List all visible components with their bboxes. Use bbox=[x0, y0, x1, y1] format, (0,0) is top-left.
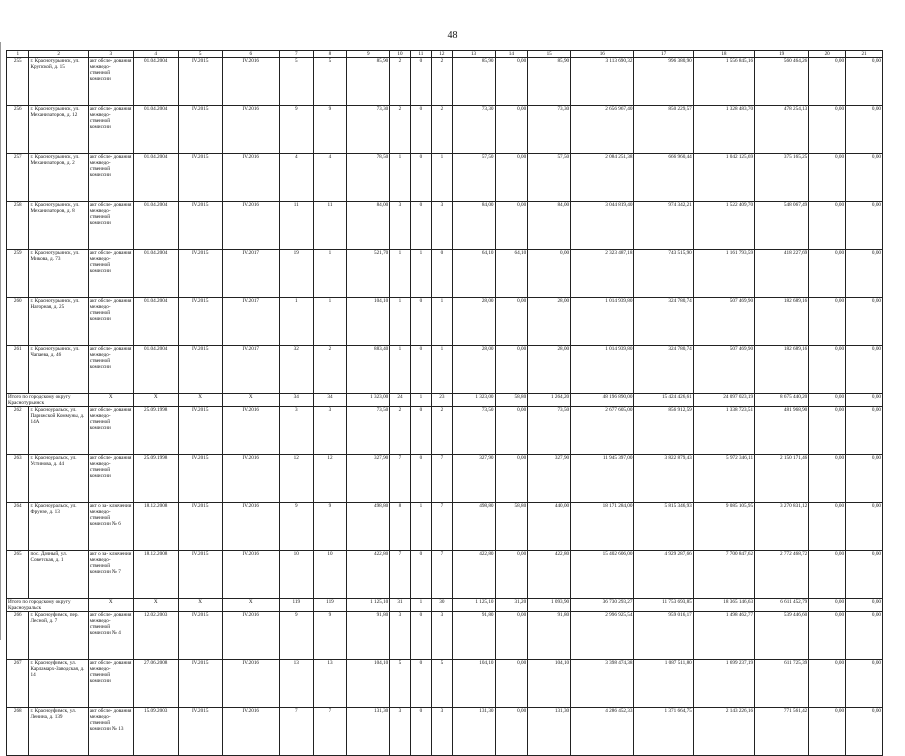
table-row: 261 г. Краснотурьинск, ул. Чапаева, д. 46 акт обсле- дования межведо- ственной комиссии 01.04.2004 IV.2015 IV.2017 32 2 883,40 1 0 1 28,00 0,00 28,00 1 014 939,80 324 780,74 507 469,90 182 689,16 0,00 0,00 bbox=[7, 346, 883, 394]
table-total-row: Итого по городскому округу Краснотурьинск X X X X 34 34 1 323,00 24 1 23 1 323,00 58,80 1 264,20 48 196 890,00 15 424 426,61 24 097 023,19 8 675 440,20 0,00 0,00 bbox=[8, 394, 881, 406]
housing-table bbox=[6, 50, 883, 756]
table-row: 255 г. Краснотурьинск, ул. Крупской, д. 15 акт обсле- дования межведо- ственной комиссии 01.04.2004 IV.2015 IV.2016 5 5 85,90 2 0 2 85,90 0,00 85,90 3 113 690,32 996 380,90 1 556 845,16 560 464,26 0,00 0,00 bbox=[7, 58, 883, 106]
table-row: 264 г. Красноуральск, ул. Фрунзе, д. 13 акт о за- ключении межведо- ственной комиссии № 6 18.12.2008 IV.2015 IV.2016 9 9 498,80 8 1 7 498,80 58,80 440,00 18 171 284,00 5 815 346,93 9 085 105,95 3 270 831,12 0,00 0,00 bbox=[7, 503, 883, 551]
table-row: 256 г. Краснотурьинск, ул. Механизаторов, д. 12 акт обсле- дования межведо- ственной комиссии 01.04.2004 IV.2015 IV.2016 9 9 73,30 2 0 2 73,30 0,00 73,30 2 656 967,40 850 229,57 1 328 483,70 478 254,13 0,00 0,00 bbox=[7, 106, 883, 154]
table-row: 265 пос. Дачный, ул. Советская, д. 1 акт о за- ключении межведо- ственной комиссии № 7 18.12.2008 IV.2015 IV.2016 10 10 422,80 7 0 7 422,80 0,00 422,80 15 402 606,00 4 929 287,66 7 700 847,62 2 772 468,72 0,00 0,00 bbox=[7, 551, 883, 599]
table-row: 267 г. Красноуфимск, ул. Карламарх-Заводская, д. 14 акт обсле- дования межведо- ственной комиссии 27.06.2008 IV.2015 IV.2016 13 13 104,10 5 0 5 104,10 0,00 104,10 3 398 474,38 1 087 511,80 1 699 237,19 611 725,39 0,00 0,00 bbox=[7, 660, 883, 708]
table-total-row: Итого по городскому округу Красноуральск X X X X 119 119 1 125,10 31 1 30 1 125,10 31,20 1 093,90 36 730 293,27 11 753 693,85 18 365 146,63 6 611 452,79 0,00 0,00 bbox=[8, 599, 881, 611]
table-header: 1 2 3 4 5 6 7 8 9 10 11 12 13 14 15 16 17 18 19 20 21 bbox=[7, 51, 883, 58]
table-row: 262 г. Красноуральск, ул. Парижской Коммуны, д. 14А акт обсле- дования межведо- ственной комиссии 25.09.1998 IV.2015 IV.2016 3 3 73,50 2 0 2 73,50 0,00 73,50 2 677 605,00 856 912,59 1 338 723,51 481 968,90 0,00 0,00 bbox=[7, 407, 883, 455]
table-row: 257 г. Краснотурьинск, ул. Механизаторов, д. 2 акт обсле- дования межведо- ственной комиссии 01.04.2004 IV.2015 IV.2016 4 4 78,50 1 0 1 57,50 0,00 57,50 2 084 251,38 666 960,44 1 042 125,69 375 165,25 0,00 0,00 bbox=[7, 154, 883, 202]
table-row: 258 г. Краснотурьинск, ул. Механизаторов, д. 8 акт обсле- дования межведо- ственной комиссии 01.04.2004 IV.2015 IV.2016 11 11 84,00 3 0 3 84,00 0,00 84,00 3 044 819,40 974 342,21 1 522 409,70 548 067,49 0,00 0,00 bbox=[7, 202, 883, 250]
table-row: 268 г. Красноуфимск, ул. Ленина, д. 139 акт обсле- дования межведо- ственной комиссии № 13 15.09.2003 IV.2015 IV.2016 7 7 131,30 3 0 3 131,30 0,00 131,30 4 286 452,33 1 371 664,75 2 143 226,16 771 561,42 0,00 0,00 bbox=[7, 708, 883, 756]
page-number: 48 bbox=[447, 30, 458, 41]
table-row: 266 г. Красноуфимск, пер. Лесной, д. 7 акт обсле- дования межведо- ственной комиссии № 4 12.02.2003 IV.2015 IV.2016 9 9 91,80 3 0 3 91,80 0,00 91,80 2 996 925,54 959 016,17 1 498 462,77 539 446,60 0,00 0,00 bbox=[7, 612, 883, 660]
table-row: 260 г. Краснотурьинск, ул. Нагорная, д. 25 акт обсле- дования межведо- ственной комиссии 01.04.2004 IV.2015 IV.2017 1 1 104,10 1 0 1 28,00 0,00 28,00 1 014 939,80 324 780,74 507 469,90 182 689,16 0,00 0,00 bbox=[7, 298, 883, 346]
table-row: 263 г. Красноуральск, ул. Устинова, д. 44 акт обсле- дования межведо- ственной комиссии 25.09.1998 IV.2015 IV.2016 12 12 327,90 7 0 7 327,90 0,00 327,90 11 945 397,00 3 822 879,43 5 972 346,11 2 150 171,46 0,00 0,00 bbox=[7, 455, 883, 503]
table-row: 259 г. Краснотурьинск, ул. Микова, д. 73 акт обсле- дования межведо- ственной комиссии 01.04.2004 IV.2015 IV.2017 19 1 521,70 1 1 0 64,10 64,10 0,00 2 323 487,18 743 515,90 1 161 793,59 418 227,69 0,00 0,00 bbox=[7, 250, 883, 298]
